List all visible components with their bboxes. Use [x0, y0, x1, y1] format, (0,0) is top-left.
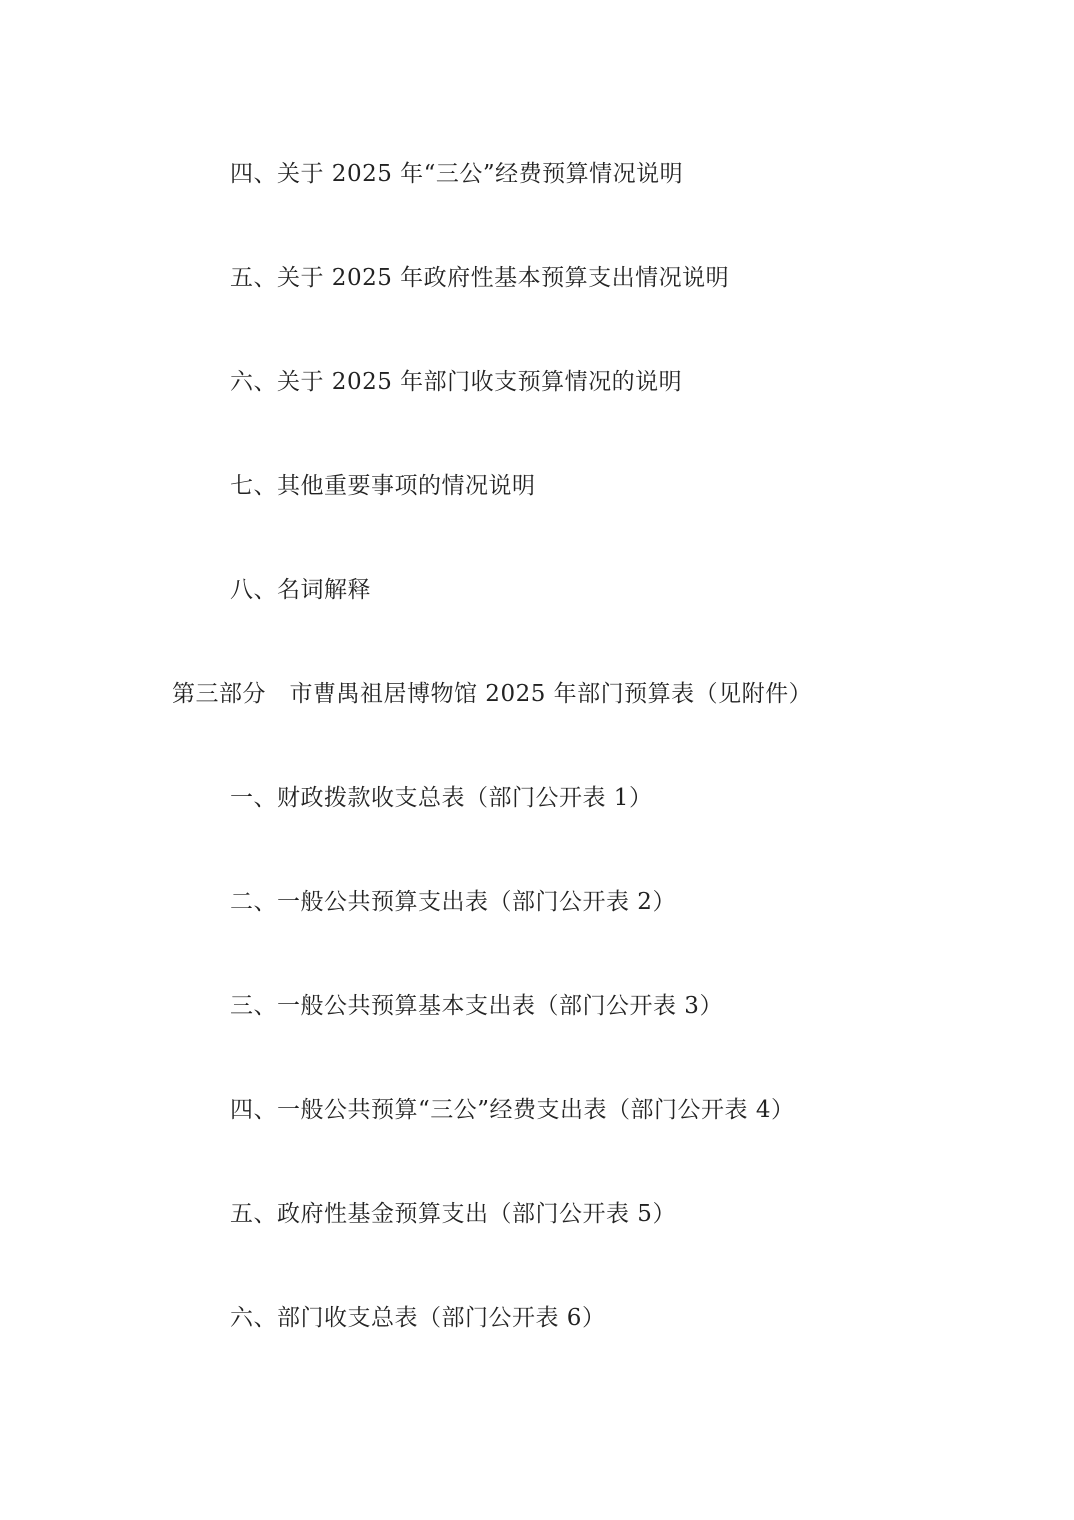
toc-item-section2-5: 五、关于 2025 年政府性基本预算支出情况说明 [230, 265, 730, 291]
toc-item-section2-4: 四、关于 2025 年“三公”经费预算情况说明 [230, 161, 684, 187]
toc-item-part3-6: 六、部门收支总表（部门公开表 6） [230, 1305, 606, 1331]
toc-item-part3-3: 三、一般公共预算基本支出表（部门公开表 3） [230, 993, 723, 1019]
part3-heading: 第三部分 市曹禺祖居博物馆 2025 年部门预算表（见附件） [172, 681, 813, 707]
toc-item-part3-5: 五、政府性基金预算支出（部门公开表 5） [230, 1201, 676, 1227]
toc-item-section2-7: 七、其他重要事项的情况说明 [230, 473, 536, 499]
toc-item-section2-8: 八、名词解释 [230, 577, 371, 603]
toc-item-section2-6: 六、关于 2025 年部门收支预算情况的说明 [230, 369, 683, 395]
toc-item-part3-4: 四、一般公共预算“三公”经费支出表（部门公开表 4） [230, 1097, 795, 1123]
toc-item-part3-2: 二、一般公共预算支出表（部门公开表 2） [230, 889, 676, 915]
toc-item-part3-1: 一、财政拨款收支总表（部门公开表 1） [230, 785, 653, 811]
